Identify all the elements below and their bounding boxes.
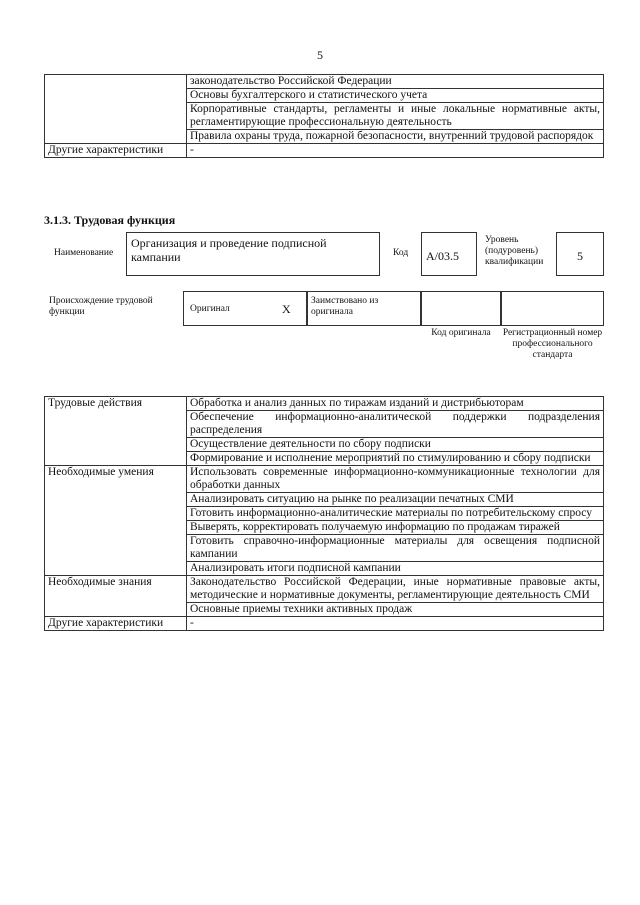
name-value: Организация и проведение подписной кампании: [131, 236, 327, 264]
other-characteristics-value: -: [187, 144, 604, 158]
labor-function-table: [44, 396, 604, 631]
skill-item: Готовить справочно-информационные материалы для освещения подписной кампании: [187, 535, 604, 562]
skills-label: Необходимые умения: [45, 466, 187, 576]
page-number: 5: [317, 48, 323, 62]
knowledge-row: Основы бухгалтерского и статистического учета: [187, 89, 604, 103]
labor-action-item: Осуществление деятельности по сбору подписки: [187, 438, 604, 452]
knowledge-row: законодательство Российской Федерации: [187, 75, 604, 89]
labor-actions-label: Трудовые действия: [45, 397, 187, 466]
knowledge-row: Корпоративные стандарты, регламенты и иные локальные нормативные акты, регламентирующие профессиональную деятельность: [187, 103, 604, 130]
empty-label-cell: [45, 75, 187, 144]
level-label: Уровень (подуровень) квалификации: [485, 235, 544, 267]
skill-item: Использовать современные информационно-коммуникационные технологии для обработки данных: [187, 466, 604, 493]
other-characteristics-label: Другие характеристики: [45, 144, 187, 158]
original-mark: X: [282, 302, 291, 316]
section-title: 3.1.3. Трудовая функция: [44, 213, 176, 227]
skill-item: Анализировать ситуацию на рынке по реализации печатных СМИ: [187, 493, 604, 507]
reg-number-caption: Регистрационный номер профессионального стандарта: [502, 328, 603, 360]
name-label: Наименование: [54, 248, 114, 258]
level-value: 5: [577, 249, 583, 263]
other-characteristics-value: -: [187, 617, 604, 631]
origin-label: Происхождение трудовой функции: [49, 296, 153, 317]
labor-action-item: Обработка и анализ данных по тиражам изданий и дистрибьюторам: [187, 397, 604, 411]
knowledge-row: Правила охраны труда, пожарной безопасности, внутренний трудовой распорядок: [187, 130, 604, 144]
knowledge-continuation-table: [44, 74, 604, 158]
borrowed-label: Заимствовано из оригинала: [311, 296, 379, 317]
skill-item: Выверять, корректировать получаемую информацию по продажам тиражей: [187, 521, 604, 535]
original-label: Оригинал: [190, 304, 230, 314]
labor-action-item: Обеспечение информационно-аналитической поддержки подразделения распределения: [187, 411, 604, 438]
original-code-caption: Код оригинала: [431, 328, 491, 338]
knowledge-item: Законодательство Российской Федерации, иные нормативные правовые акты, методические и нормативные документы, регламентирующие деятельность СМИ: [187, 576, 604, 603]
other-characteristics-label: Другие характеристики: [45, 617, 187, 631]
labor-action-item: Формирование и исполнение мероприятий по стимулированию и сбору подписки: [187, 452, 604, 466]
code-label: Код: [393, 248, 409, 258]
original-code-box: [421, 291, 501, 326]
reg-number-box: [501, 291, 604, 326]
code-value: A/03.5: [426, 249, 459, 263]
knowledge-item: Основные приемы техники активных продаж: [187, 603, 604, 617]
skill-item: Анализировать итоги подписной кампании: [187, 562, 604, 576]
skill-item: Готовить информационно-аналитические материалы по потребительскому спросу: [187, 507, 604, 521]
knowledge-label: Необходимые знания: [45, 576, 187, 617]
